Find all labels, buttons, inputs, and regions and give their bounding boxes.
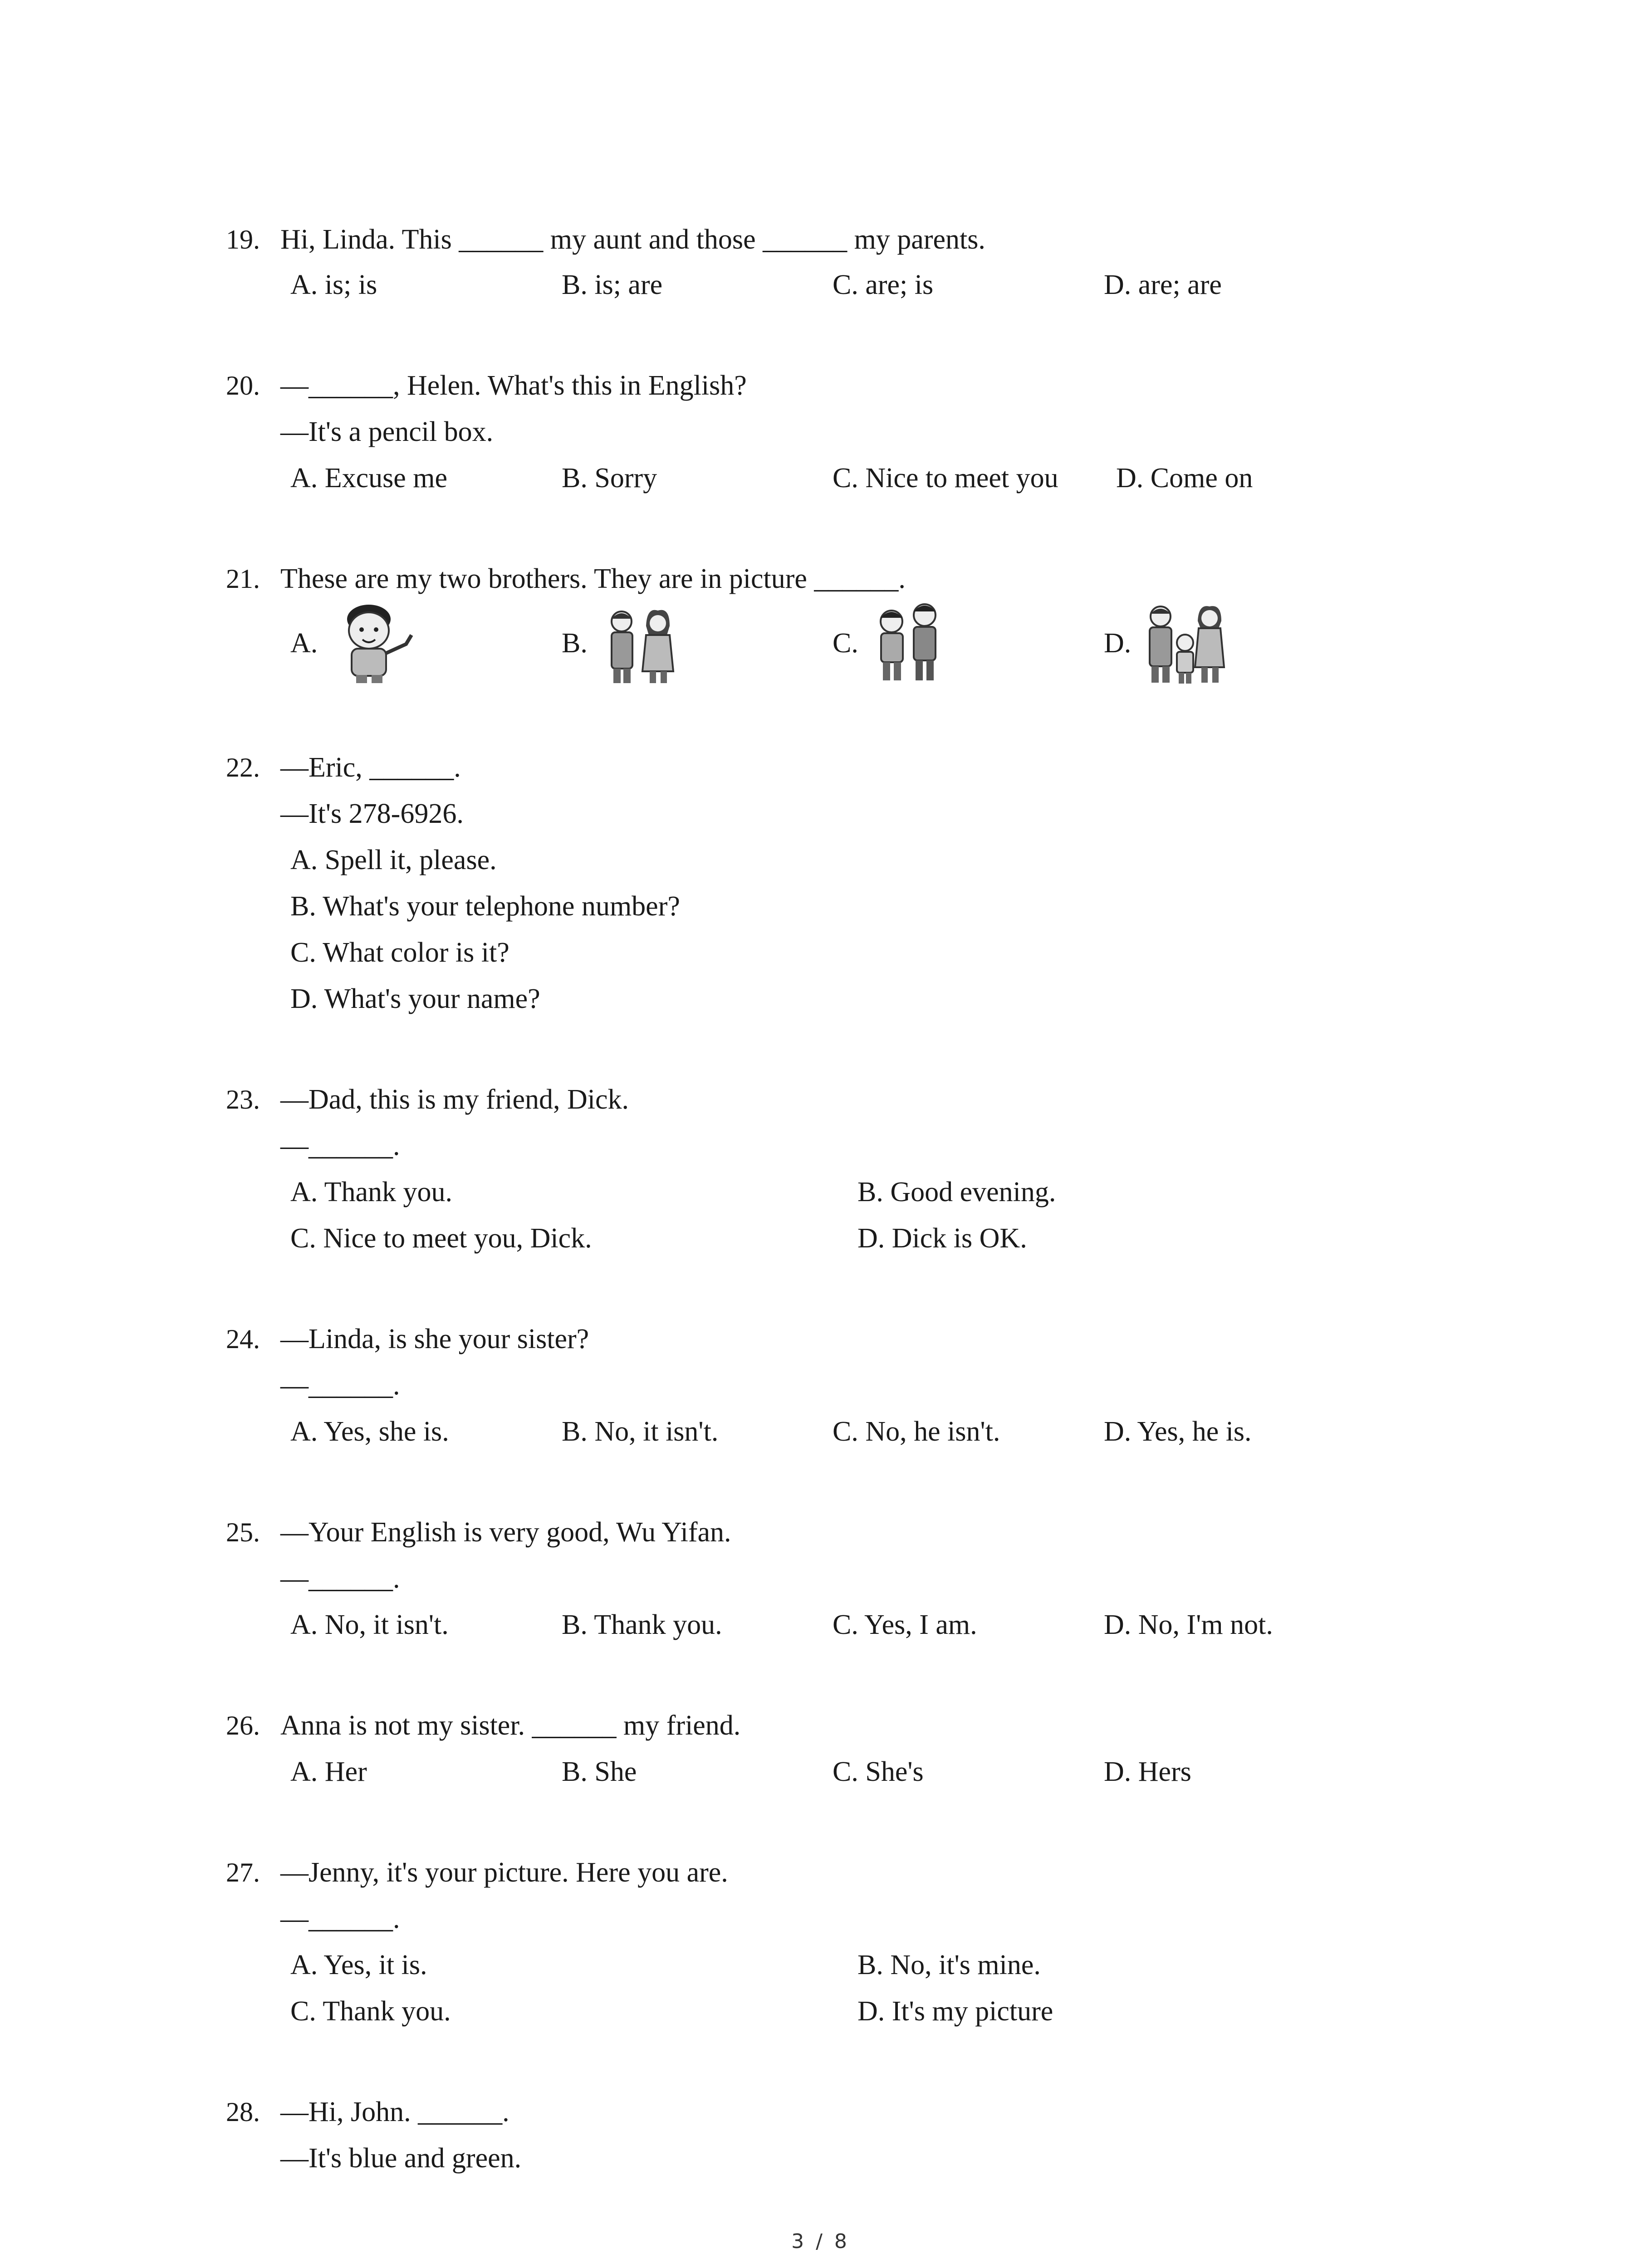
option-a: A. Her (290, 1756, 367, 1787)
question-number: 26. (226, 1711, 260, 1740)
question-number: 27. (226, 1857, 260, 1887)
option-d: D. Hers (1104, 1756, 1191, 1787)
option-b: B. She (562, 1756, 637, 1787)
option-c: C. No, he isn't. (833, 1416, 1000, 1447)
option-d: D. are; are (1104, 269, 1222, 300)
option-d: D. Dick is OK. (857, 1223, 1027, 1254)
option-a: A. (290, 628, 318, 659)
question-number: 19. (226, 225, 260, 254)
option-a: A. Yes, it is. (290, 1950, 427, 1980)
option-d: D. (1104, 628, 1132, 659)
dialogue-line: —It's 278-6926. (280, 798, 464, 829)
option-c: C. Nice to meet you (833, 463, 1058, 494)
option-d: D. It's my picture (857, 1996, 1053, 2027)
question-stem: —Dad, this is my friend, Dick. (280, 1084, 629, 1115)
option-a: A. No, it isn't. (290, 1609, 449, 1640)
question-number: 25. (226, 1517, 260, 1547)
question-number: 28. (226, 2097, 260, 2127)
option-b: B. (562, 628, 588, 659)
question-stem: These are my two brothers. They are in picture ______. (280, 563, 906, 594)
option-c: C. What color is it? (290, 937, 509, 968)
question-stem: —______, Helen. What's this in English? (280, 370, 747, 401)
option-b: B. No, it isn't. (562, 1416, 719, 1447)
question-stem: —Your English is very good, Wu Yifan. (280, 1517, 731, 1548)
dialogue-line: —It's blue and green. (280, 2143, 522, 2174)
question-stem: —Linda, is she your sister? (280, 1324, 589, 1354)
option-d: D. No, I'm not. (1104, 1609, 1273, 1640)
question-number: 22. (226, 753, 260, 782)
question-number: 24. (226, 1324, 260, 1354)
option-a: A. is; is (290, 269, 377, 300)
question-stem: Anna is not my sister. ______ my friend. (280, 1710, 741, 1741)
question-stem: Hi, Linda. This ______ my aunt and those ______ my parents. (280, 224, 985, 255)
dialogue-line: —______. (280, 1563, 400, 1594)
option-a: A. Spell it, please. (290, 845, 497, 875)
question-number: 21. (226, 564, 260, 594)
question-stem: —Eric, ______. (280, 752, 461, 783)
dialogue-line: —______. (280, 1130, 400, 1161)
option-d: D. Yes, he is. (1104, 1416, 1252, 1447)
option-d: D. What's your name? (290, 983, 540, 1014)
boy-picture-icon (333, 603, 420, 685)
family-picture-icon (1139, 601, 1234, 687)
option-c: C. Yes, I am. (833, 1609, 977, 1640)
question-stem: —Hi, John. ______. (280, 2097, 509, 2127)
option-d: D. Come on (1116, 463, 1253, 494)
dialogue-line: —______. (280, 1903, 400, 1934)
option-b: B. What's your telephone number? (290, 891, 680, 922)
question-number: 20. (226, 371, 260, 401)
question-stem: —Jenny, it's your picture. Here you are. (280, 1857, 728, 1888)
two-boys-picture-icon (867, 599, 953, 685)
option-a: A. Yes, she is. (290, 1416, 449, 1447)
dialogue-line: —______. (280, 1370, 400, 1401)
man-and-woman-picture-icon (599, 603, 685, 685)
question-number: 23. (226, 1085, 260, 1114)
option-c: C. (833, 628, 858, 659)
option-c: C. Thank you. (290, 1996, 451, 2027)
dialogue-line: —It's a pencil box. (280, 416, 494, 447)
option-c: C. Nice to meet you, Dick. (290, 1223, 592, 1254)
option-b: B. Thank you. (562, 1609, 722, 1640)
option-b: B. Good evening. (857, 1177, 1056, 1207)
option-b: B. No, it's mine. (857, 1950, 1041, 1980)
option-b: B. is; are (562, 269, 663, 300)
option-a: A. Excuse me (290, 463, 448, 494)
page-number: 3 / 8 (791, 2230, 850, 2253)
option-c: C. are; is (833, 269, 934, 300)
option-a: A. Thank you. (290, 1177, 453, 1207)
option-b: B. Sorry (562, 463, 657, 494)
option-c: C. She's (833, 1756, 924, 1787)
